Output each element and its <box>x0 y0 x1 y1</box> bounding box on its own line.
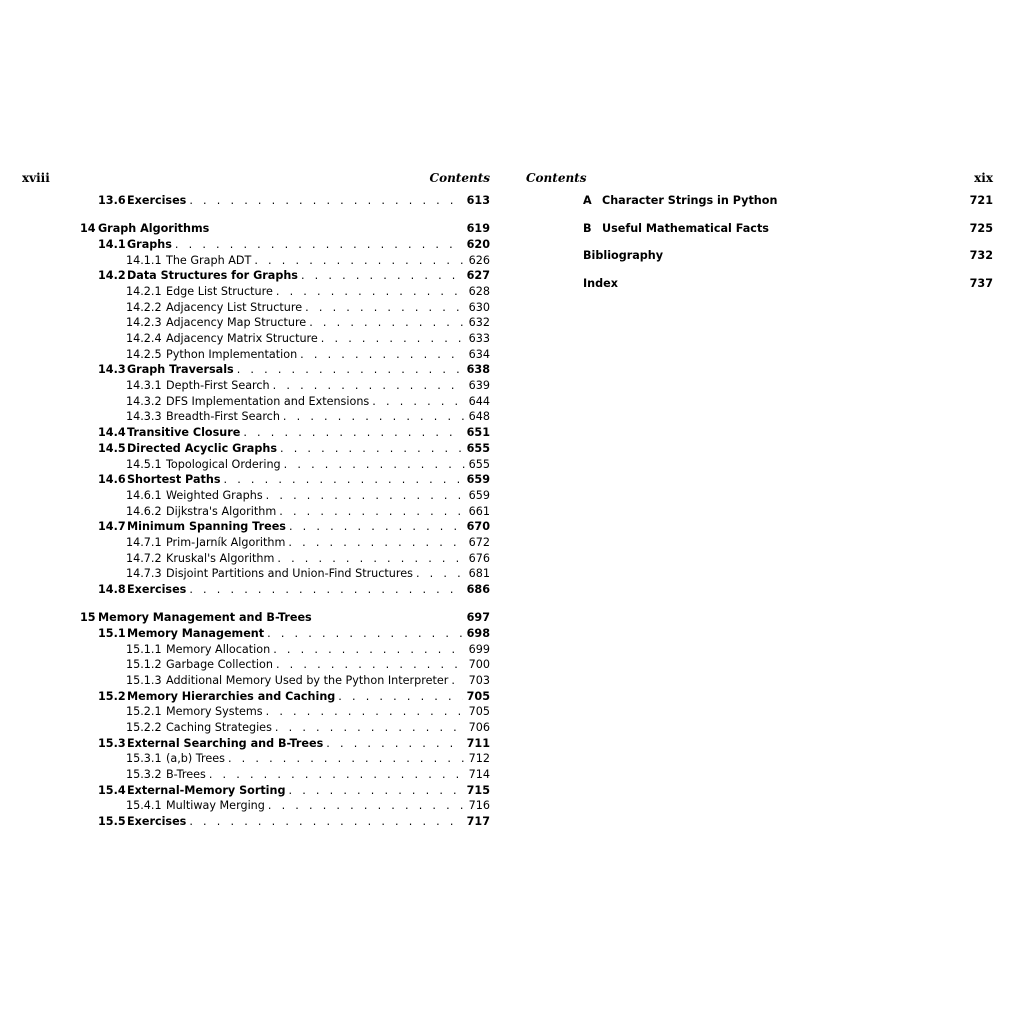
toc-section[interactable] <box>80 441 490 457</box>
toc-number: 14.5 <box>98 441 126 455</box>
toc-leader-dots <box>276 504 464 520</box>
toc-chapter[interactable] <box>80 221 490 237</box>
toc-page-number: 732 <box>969 249 993 262</box>
toc-page-number: 686 <box>466 583 490 596</box>
toc-subsection[interactable] <box>80 751 490 767</box>
toc-title: Topological Ordering <box>166 457 281 471</box>
toc-section[interactable] <box>80 268 490 284</box>
toc-page-number: 626 <box>468 253 490 267</box>
toc-page-number: 714 <box>468 768 490 782</box>
toc-title: Garbage Collection <box>166 658 273 672</box>
toc-page-number: 715 <box>466 783 490 797</box>
toc-page-number: 638 <box>466 363 490 377</box>
toc-number: 15.1 <box>98 626 126 640</box>
toc-subsection[interactable] <box>80 253 490 269</box>
toc-leader-dots <box>220 472 462 488</box>
toc-title: Memory Hierarchies and Caching <box>127 689 336 703</box>
toc-leader-dots <box>273 284 465 300</box>
toc-list <box>80 193 490 830</box>
toc-subsection[interactable] <box>80 798 490 814</box>
toc-number: 14.2.1 <box>126 284 162 298</box>
toc-section[interactable] <box>80 814 490 830</box>
toc-section[interactable] <box>80 689 490 705</box>
toc-subsection[interactable] <box>80 535 490 551</box>
toc-title: Disjoint Partitions and Union-Find Structures <box>166 567 413 581</box>
toc-title: Memory Allocation <box>166 642 271 656</box>
toc-section[interactable] <box>80 582 490 598</box>
toc-number: 15.3 <box>98 736 126 750</box>
toc-subsection[interactable] <box>80 673 490 689</box>
toc-number: 15.3.1 <box>126 752 162 766</box>
toc-title: Weighted Graphs <box>166 488 263 502</box>
toc-number: 14.7.2 <box>126 551 162 565</box>
toc-title: Transitive Closure <box>127 426 241 440</box>
toc-number: 14.3.1 <box>126 379 162 393</box>
toc-page-number: 705 <box>466 689 490 703</box>
toc-number: 15.2 <box>98 689 126 703</box>
toc-leader-dots <box>285 535 464 551</box>
toc-number: 14.5.1 <box>126 457 162 471</box>
toc-number: 15.4.1 <box>126 799 162 813</box>
toc-page-number: 655 <box>466 441 490 455</box>
toc-subsection[interactable] <box>80 704 490 720</box>
toc-page-number: 632 <box>468 316 490 330</box>
toc-title: Python Implementation <box>166 347 298 361</box>
toc-title: Index <box>583 276 618 290</box>
toc-page-number: 672 <box>468 535 490 549</box>
toc-leader-dots <box>240 425 462 441</box>
toc-leader-dots <box>273 657 465 673</box>
toc-leader-dots <box>186 582 462 598</box>
toc-title: Data Structures for Graphs <box>127 269 298 283</box>
toc-number: 15 <box>80 611 96 625</box>
toc-subsection[interactable] <box>80 551 490 567</box>
toc-page-number: 655 <box>468 457 490 471</box>
toc-leader-dots <box>448 673 464 689</box>
toc-title: Dijkstra's Algorithm <box>166 504 277 518</box>
toc-title: Bibliography <box>583 249 664 262</box>
toc-number: 15.1.2 <box>126 658 162 672</box>
toc-page-number: 698 <box>466 626 490 640</box>
toc-number: 14.2 <box>98 269 126 283</box>
toc-leader-dots <box>274 551 464 567</box>
toc-page-number: 706 <box>468 721 490 734</box>
toc-number: 14.7.3 <box>126 567 162 581</box>
toc-appendix-entry[interactable] <box>583 248 993 276</box>
toc-leader-dots <box>272 720 465 736</box>
toc-number: 14 <box>80 222 96 236</box>
toc-title: Depth-First Search <box>166 379 270 393</box>
toc-page-number: 717 <box>466 815 490 829</box>
toc-title: Memory Management <box>127 626 265 640</box>
toc-title: Exercises <box>127 583 187 596</box>
toc-leader-dots <box>318 331 465 347</box>
toc-section[interactable] <box>80 193 490 209</box>
toc-subsection[interactable] <box>80 642 490 658</box>
toc-number: 14.8 <box>98 583 126 596</box>
toc-title: Useful Mathematical Facts <box>602 221 769 235</box>
toc-page-number: 633 <box>468 332 490 345</box>
toc-page-number: 659 <box>466 473 490 487</box>
toc-appendix-entry[interactable] <box>583 193 993 221</box>
toc-page-number: 711 <box>466 736 490 750</box>
toc-number: 14.3.3 <box>126 410 162 424</box>
toc-subsection[interactable] <box>80 394 490 410</box>
toc-title: Memory Systems <box>166 705 263 719</box>
toc-subsection[interactable] <box>80 504 490 520</box>
toc-page-number: 721 <box>969 194 993 207</box>
toc-title: Minimum Spanning Trees <box>127 520 286 534</box>
toc-title: (a,b) Trees <box>166 752 225 766</box>
toc-number: 14.6.2 <box>126 504 162 518</box>
toc-leader-dots <box>206 767 465 783</box>
toc-number: 15.1.1 <box>126 642 162 656</box>
toc-leader-dots <box>302 300 465 316</box>
toc-subsection[interactable] <box>80 488 490 504</box>
toc-section[interactable] <box>80 472 490 488</box>
toc-title: Character Strings in Python <box>602 194 778 207</box>
page-number: xix <box>974 171 993 185</box>
toc-number: 15.1.3 <box>126 673 162 687</box>
toc-number: 14.2.5 <box>126 347 162 361</box>
toc-title: Graph Algorithms <box>98 222 210 236</box>
toc-page-number: 716 <box>468 799 490 813</box>
toc-number: 14.2.3 <box>126 316 162 330</box>
toc-number: 14.4 <box>98 426 126 440</box>
toc-leader-dots <box>270 378 465 394</box>
toc-title: Graph Traversals <box>127 363 234 377</box>
toc-number: 15.2.1 <box>126 705 162 719</box>
toc-page-number: 644 <box>468 394 490 408</box>
toc-subsection[interactable] <box>80 457 490 473</box>
toc-page-number: 699 <box>468 642 490 656</box>
toc-leader-dots <box>251 253 464 269</box>
toc-title: Multiway Merging <box>166 799 265 813</box>
toc-leader-dots <box>270 642 464 658</box>
toc-page-number: 648 <box>468 410 490 424</box>
toc-leader-dots <box>306 315 464 331</box>
toc-section[interactable] <box>80 425 490 441</box>
toc-leader-dots <box>234 362 463 378</box>
toc-number: 15.5 <box>98 815 126 829</box>
toc-number: 14.6.1 <box>126 488 162 502</box>
toc-number: 14.1.1 <box>126 253 162 267</box>
toc-page-number: 703 <box>468 673 490 687</box>
toc-page-number: 628 <box>468 284 490 298</box>
toc-leader-dots <box>186 193 462 209</box>
toc-leader-dots <box>225 751 465 767</box>
toc-subsection[interactable] <box>80 657 490 673</box>
toc-title: Shortest Paths <box>127 473 221 487</box>
toc-number: 14.2.2 <box>126 300 162 314</box>
toc-leader-dots <box>413 566 465 582</box>
toc-subsection[interactable] <box>80 347 490 363</box>
toc-list <box>583 193 993 303</box>
toc-section[interactable] <box>80 237 490 253</box>
toc-leader-dots <box>172 237 463 253</box>
toc-title: DFS Implementation and Extensions <box>166 394 370 408</box>
toc-title: Caching Strategies <box>166 721 272 734</box>
toc-section[interactable] <box>80 736 490 752</box>
toc-page-number: 697 <box>466 611 490 625</box>
toc-section[interactable] <box>80 519 490 535</box>
toc-leader-dots <box>286 519 463 535</box>
toc-appendix-entry[interactable] <box>583 276 993 304</box>
toc-page-number: 620 <box>466 237 490 251</box>
toc-page-number: 613 <box>466 194 490 207</box>
toc-subsection[interactable] <box>80 767 490 783</box>
toc-leader-dots <box>298 268 463 284</box>
toc-number: 15.4 <box>98 783 126 797</box>
toc-leader-dots <box>369 394 464 410</box>
toc-page-number: 619 <box>466 222 490 236</box>
toc-title: Adjacency List Structure <box>166 300 303 314</box>
right-page <box>512 0 1024 1024</box>
toc-subsection[interactable] <box>80 315 490 331</box>
toc-title: Adjacency Matrix Structure <box>166 332 318 345</box>
toc-page-number: 639 <box>468 379 490 393</box>
toc-number: 13.6 <box>98 194 126 207</box>
toc-subsection[interactable] <box>80 331 490 347</box>
toc-number: 15.3.2 <box>126 768 162 782</box>
toc-leader-dots <box>323 736 462 752</box>
toc-page-number: 670 <box>466 520 490 534</box>
toc-leader-dots <box>263 488 465 504</box>
toc-title: Graphs <box>127 237 172 251</box>
toc-page-number: 676 <box>468 551 490 565</box>
toc-page-number: 705 <box>468 705 490 719</box>
toc-title: Exercises <box>127 194 187 207</box>
toc-leader-dots <box>335 689 462 705</box>
toc-number: 14.3.2 <box>126 394 162 408</box>
toc-title: External-Memory Sorting <box>127 783 286 797</box>
toc-number: 14.3 <box>98 363 126 377</box>
running-title: Contents <box>429 171 490 185</box>
toc-page-number: 700 <box>468 658 490 672</box>
toc-title: Prim-Jarník Algorithm <box>166 535 286 549</box>
toc-leader-dots <box>280 409 465 425</box>
toc-chapter[interactable] <box>80 610 490 626</box>
toc-page-number: 725 <box>969 221 993 235</box>
toc-title: Kruskal's Algorithm <box>166 551 275 565</box>
toc-title: Additional Memory Used by the Python Interpreter <box>166 673 449 687</box>
toc-page-number: 651 <box>466 426 490 440</box>
toc-leader-dots <box>297 347 464 363</box>
toc-subsection[interactable] <box>80 284 490 300</box>
toc-section[interactable] <box>80 362 490 378</box>
toc-page-number: 737 <box>969 276 993 290</box>
toc-section[interactable] <box>80 626 490 642</box>
toc-page-number: 681 <box>468 567 490 581</box>
toc-number: 14.6 <box>98 473 126 487</box>
toc-section[interactable] <box>80 783 490 799</box>
toc-title: External Searching and B-Trees <box>127 736 324 750</box>
toc-number: A <box>583 194 592 207</box>
toc-title: Exercises <box>127 815 187 829</box>
toc-subsection[interactable] <box>80 300 490 316</box>
toc-title: Edge List Structure <box>166 284 273 298</box>
toc-page-number: 712 <box>468 752 490 766</box>
toc-appendix-entry[interactable] <box>583 221 993 249</box>
toc-leader-dots <box>263 704 465 720</box>
toc-leader-dots <box>264 626 463 642</box>
toc-subsection[interactable] <box>80 378 490 394</box>
toc-leader-dots <box>265 798 465 814</box>
toc-number: 14.1 <box>98 237 126 251</box>
toc-page-number: 659 <box>468 488 490 502</box>
running-title: Contents <box>526 171 587 185</box>
toc-subsection[interactable] <box>80 720 490 736</box>
toc-subsection[interactable] <box>80 409 490 425</box>
toc-title: Breadth-First Search <box>166 410 280 424</box>
toc-number: 14.7 <box>98 520 126 534</box>
page-number: xviii <box>22 171 50 185</box>
toc-page-number: 627 <box>466 269 490 283</box>
toc-number: 14.7.1 <box>126 535 162 549</box>
toc-leader-dots <box>286 783 463 799</box>
toc-title: Memory Management and B-Trees <box>98 611 312 625</box>
toc-leader-dots <box>281 457 465 473</box>
toc-page-number: 661 <box>468 504 490 518</box>
toc-leader-dots <box>277 441 463 457</box>
toc-number: B <box>583 221 592 235</box>
toc-title: B-Trees <box>166 768 206 782</box>
toc-title: The Graph ADT <box>166 253 252 267</box>
toc-leader-dots <box>186 814 462 830</box>
toc-subsection[interactable] <box>80 566 490 582</box>
toc-page-number: 630 <box>468 300 490 314</box>
toc-title: Adjacency Map Structure <box>166 316 307 330</box>
toc-page-number: 634 <box>468 347 490 361</box>
toc-number: 15.2.2 <box>126 721 162 734</box>
toc-number: 14.2.4 <box>126 332 162 345</box>
toc-title: Directed Acyclic Graphs <box>127 441 277 455</box>
